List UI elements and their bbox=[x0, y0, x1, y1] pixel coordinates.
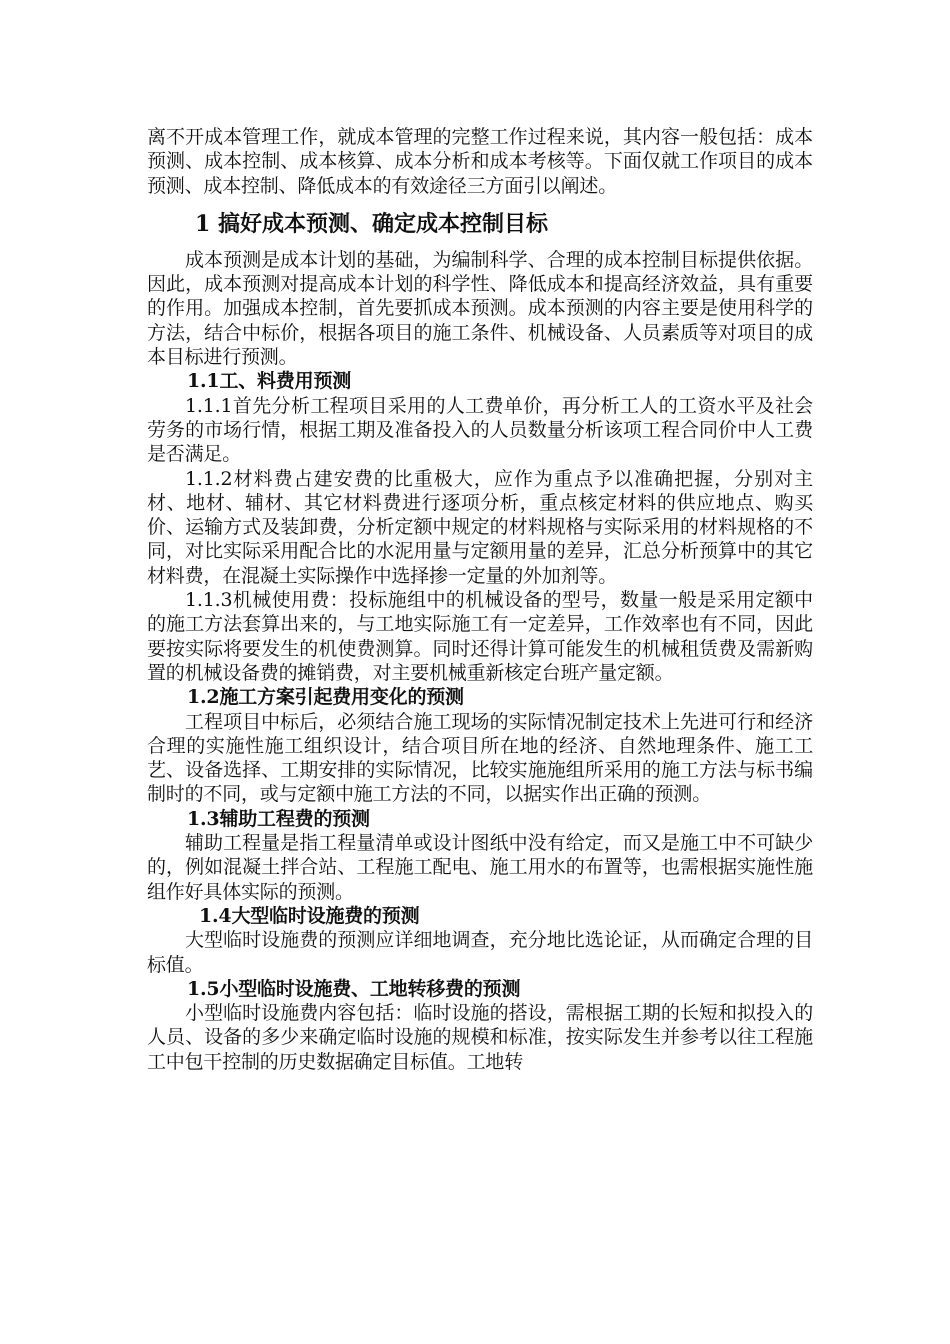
section-1-heading: 1 搞好成本预测、确定成本控制目标 bbox=[195, 210, 548, 237]
section-1-4-paragraph: 大型临时设施费的预测应详细地调查，充分地比选论证，从而确定合理的目标值。 bbox=[147, 929, 813, 976]
section-1-5-heading: 1.5小型临时设施费、工地转移费的预测 bbox=[187, 977, 521, 1000]
section-1-2-paragraph: 工程项目中标后，必须结合施工现场的实际情况制定技术上先进可行和经济合理的实施性施工组织设计，结合项目所在地的经济、自然地理条件、施工工艺、设备选择、工期安排的实际情况，比较实施施组所采用的施工方法与标书编制时的不同，或与定额中施工方法的不同，以据实作出正确的预测。 bbox=[147, 710, 813, 806]
document-page bbox=[147, 125, 813, 1074]
section-1-paragraph: 成本预测是成本计划的基础，为编制科学、合理的成本控制目标提供依据。因此，成本预测对提高成本计划的科学性、降低成本和提高经济效益，具有重要的作用。加强成本控制，首先要抓成本预测。成本预测的内容主要是使用科学的方法，结合中标价，根据各项目的施工条件、机械设备、人员素质等对项目的成本目标进行预测。 bbox=[147, 248, 813, 369]
section-1-1-1-paragraph: 1.1.1首先分析工程项目采用的人工费单价，再分析工人的工资水平及社会劳务的市场行情，根据工期及准备投入的人员数量分析该项工程合同价中人工费是否满足。 bbox=[147, 394, 813, 466]
section-1-4-heading: 1.4大型临时设施费的预测 bbox=[199, 904, 420, 927]
section-1-1-2-paragraph: 1.1.2材料费占建安费的比重极大，应作为重点予以准确把握，分别对主材、地材、辅材、其它材料费进行逐项分析，重点核定材料的供应地点、购买价、运输方式及装卸费，分析定额中规定的材料规格与实际采用的材料规格的不同，对比实际采用配合比的水泥用量与定额用量的差异，汇总分析预算中的其它材料费，在混凝土实际操作中选择掺一定量的外加剂等。 bbox=[147, 467, 813, 587]
section-1-1-3-paragraph: 1.1.3机械使用费：投标施组中的机械设备的型号，数量一般是采用定额中的施工方法套算出来的，与工地实际施工有一定差异，工作效率也有不同，因此要按实际将要发生的机使费测算。同时还得计算可能发生的机械租赁费及需新购置的机械设备费的摊销费，对主要机械重新核定台班产量定额。 bbox=[147, 589, 813, 684]
section-1-2-heading: 1.2施工方案引起费用变化的预测 bbox=[187, 686, 464, 709]
section-1-3-paragraph: 辅助工程量是指工程量清单或设计图纸中没有给定，而又是施工中不可缺少的，例如混凝土拌合站、工程施工配电、施工用水的布置等，也需根据实施性施组作好具体实际的预测。 bbox=[147, 832, 813, 903]
section-1-5-paragraph: 小型临时设施费内容包括：临时设施的搭设，需根据工期的长短和拟投入的人员、设备的多少来确定临时设施的规模和标准，按实际发生并参考以往工程施工中包干控制的历史数据确定目标值。工地转 bbox=[147, 1002, 813, 1073]
intro-paragraph: 离不开成本管理工作，就成本管理的完整工作过程来说，其内容一般包括：成本预测、成本控制、成本核算、成本分析和成本考核等。下面仅就工作项目的成本预测、成本控制、降低成本的有效途径三方面引以阐述。 bbox=[147, 126, 813, 197]
section-1-1-heading: 1.1工、料费用预测 bbox=[187, 370, 352, 393]
section-1-3-heading: 1.3辅助工程费的预测 bbox=[187, 807, 370, 830]
